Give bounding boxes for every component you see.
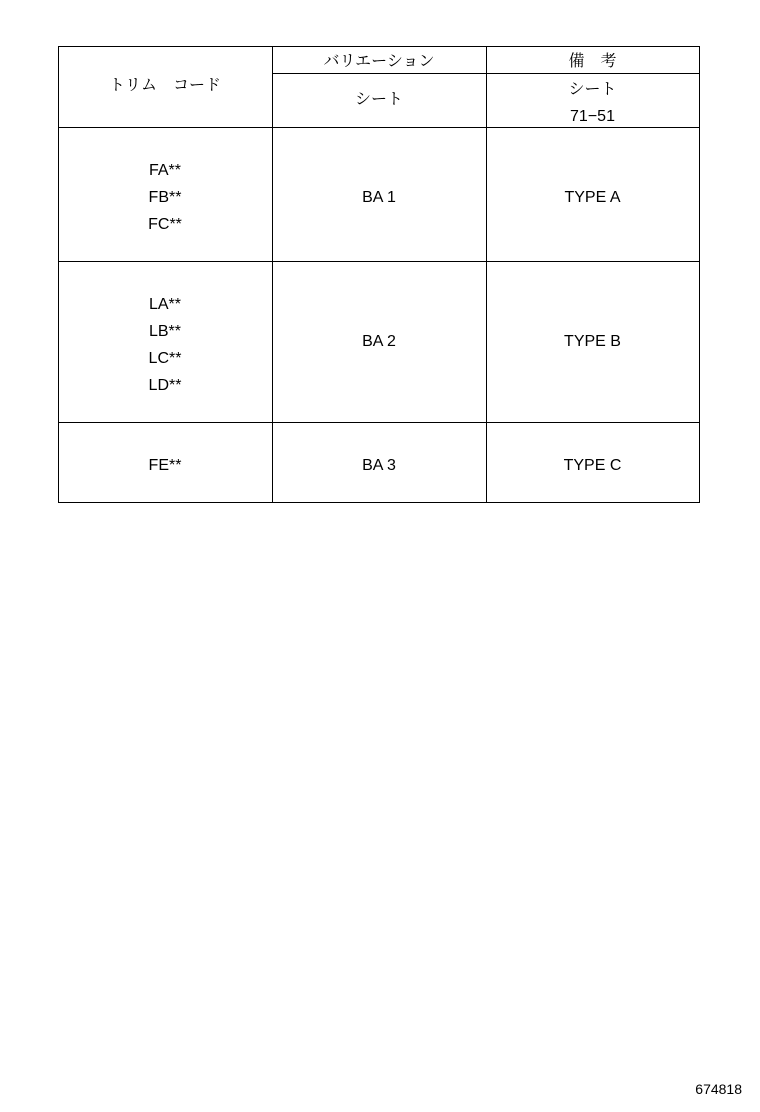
- header-variation: バリエーション: [323, 53, 435, 70]
- header-variation-sub: シート: [354, 91, 403, 108]
- variation-value: BA 3: [362, 457, 396, 474]
- table-border-top: [58, 46, 700, 47]
- table-border-left: [58, 46, 59, 503]
- table-border-bottom: [58, 502, 700, 503]
- remarks-value: TYPE A: [564, 189, 621, 206]
- header-trim-code: トリム コード: [108, 77, 221, 94]
- variation-value: BA 2: [362, 333, 396, 350]
- trim-code: LA**: [148, 296, 182, 313]
- column-divider: [272, 46, 273, 503]
- remarks-value: TYPE C: [563, 457, 622, 474]
- header-remarks-ref: 71−51: [570, 108, 615, 125]
- table-border-right: [699, 46, 700, 503]
- trim-code: LC**: [148, 350, 182, 367]
- header-remarks: 備 考: [568, 53, 617, 70]
- variation-value: BA 1: [362, 189, 396, 206]
- figure-id: 674818: [695, 1081, 742, 1097]
- row-divider: [58, 261, 700, 262]
- trim-code: LB**: [148, 323, 182, 340]
- header-remarks-sub: シート: [568, 81, 617, 98]
- trim-code: FA**: [148, 162, 181, 179]
- row-divider: [58, 422, 700, 423]
- trim-code: FC**: [148, 216, 182, 233]
- trim-code: LD**: [148, 377, 182, 394]
- trim-code: FB**: [148, 189, 182, 206]
- trim-code: FE**: [148, 457, 182, 474]
- remarks-value: TYPE B: [564, 333, 621, 350]
